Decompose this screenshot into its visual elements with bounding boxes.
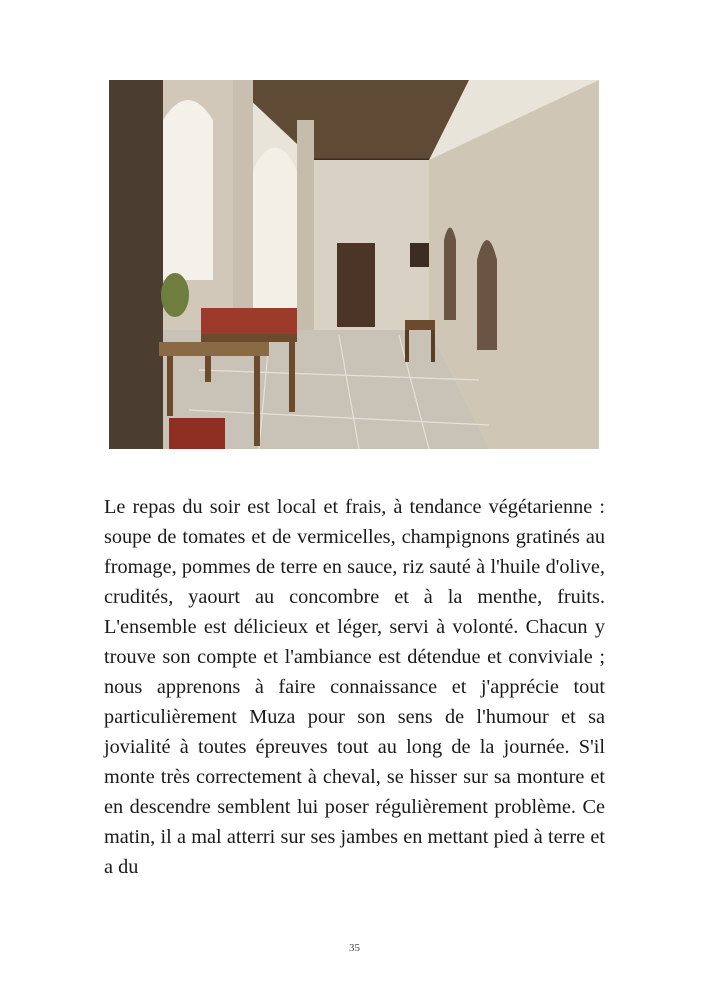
body-paragraph: Le repas du soir est local et frais, à tendance végétarienne : soupe de tomates et de vermicelles, champignons gratinés au fromage, pommes de terre en sauce, riz sauté à l'huile d'olive, crudités, yaourt au concombre et à la menthe, fruits. L'ensemble est délicieux et léger, servi à volonté. Chacun y trouve son compte et l'ambiance est détendue et conviviale ; nous apprenons à faire connaissance et j'apprécie tout particulièrement Muza pour son sens de l'humour et sa jovialité à toutes épreuves tout au long de la journée. S'il monte très correctement à cheval, se hisser sur sa monture et en descendre semblent lui poser régulièrement problème. Ce matin, il a mal atterri sur ses jambes en mettant pied à terre et a du: [104, 496, 605, 878]
page-number: 35: [349, 942, 360, 954]
terrace-illustration: [109, 80, 599, 449]
terrace-photo: [109, 80, 599, 449]
